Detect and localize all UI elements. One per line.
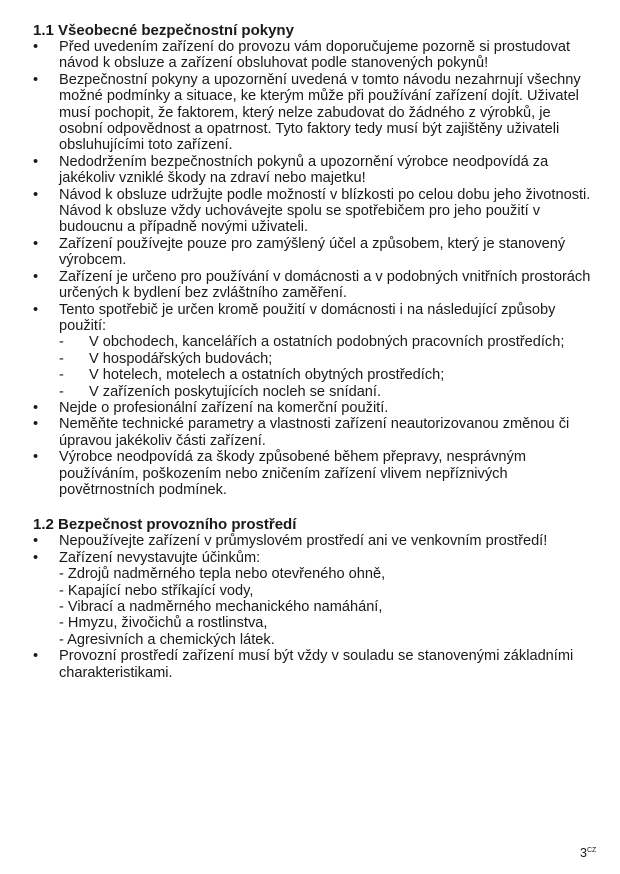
list-item <box>33 72 595 154</box>
sub-list-item: - Vibrací a nadměrného mechanického namáhání, <box>59 599 383 615</box>
list-item <box>33 416 595 449</box>
bullet-icon: • <box>33 71 39 88</box>
sub-item-text: V hospodářských budovách; <box>89 350 273 367</box>
item-text: Před uvedením zařízení do provozu vám doporučujeme pozorně si prostudovat návod k obsluze a zařízení obsluhovat podle stanovených pokynů! <box>59 39 571 72</box>
item-text: Zařízení používejte pouze pro zamýšlený účel a způsobem, který je stanovený výrobcem. <box>59 235 566 269</box>
bullet-icon: • <box>33 39 39 55</box>
page-number-value: 3 <box>580 846 587 860</box>
list-item <box>33 39 595 72</box>
sub-list-item <box>59 334 595 350</box>
section-title: 1.2 Bezpečnost provozního prostředí <box>33 516 297 534</box>
list-item <box>33 236 595 269</box>
item-text: Bezpečnostní pokyny a upozornění uvedená v tomto návodu nezahrnují všechny možné podmínky a situace, ke kterým může při používání zařízení dojít. Uživatel musí pochopit, že faktorem, který nelze zabudovat do žádného z výrobků, je osobní odpovědnost a opatrnost. Tyto faktory tedy musí být zajištěny uživateli obsluhujícími toto zařízení. <box>59 71 581 154</box>
sub-list-item <box>59 384 595 400</box>
item-text: Nepoužívejte zařízení v průmyslovém prostředí ani ve venkovním prostředí! <box>59 533 548 550</box>
bullet-icon: • <box>33 301 39 318</box>
bullet-icon: • <box>33 235 39 252</box>
item-text: Návod k obsluze udržujte podle možností v blízkosti po celou dobu jeho životnosti. Návod k obsluze vždy uchovávejte spolu se spotřebičem pro jeho použití v budoucnu a případně novými uživateli. <box>59 186 591 236</box>
sub-list-item: - Agresivních a chemických látek. <box>59 631 275 648</box>
item-text: Tento spotřebič je určen kromě použití v domácnosti i na následující způsoby použití: <box>59 301 556 334</box>
list-item <box>33 269 595 302</box>
sub-item-text: V zařízeních poskytujících nocleh se snídaní. <box>89 383 382 400</box>
dash-list <box>59 334 595 400</box>
bullet-icon: • <box>33 153 39 170</box>
item-text: Nedodržením bezpečnostních pokynů a upozornění výrobce neodpovídá za jakékoliv vzniklé škody na zdraví nebo majetku! <box>59 153 549 187</box>
item-text: Výrobce neodpovídá za škody způsobené během přepravy, nesprávným používáním, poškozením nebo zničením zařízení vlivem nepříznivých povětrnostních podmínek. <box>59 449 527 498</box>
sub-list-item <box>59 367 595 383</box>
dash-icon: - <box>59 334 64 351</box>
sub-item-text: V hotelech, motelech a ostatních obytných prostředích; <box>89 367 445 384</box>
bullet-icon: • <box>33 648 39 665</box>
sub-list-item: - Hmyzu, živočichů a rostlinstva, <box>59 615 268 632</box>
bullet-icon: • <box>33 549 39 566</box>
language-code: CZ <box>586 847 597 854</box>
item-text: Provozní prostředí zařízení musí být vždy v souladu se stanovenými základními charakteristikami. <box>59 648 574 681</box>
bullet-list <box>33 39 595 498</box>
dash-icon: - <box>59 383 64 400</box>
sub-list-item: - Kapající nebo stříkající vody, <box>59 582 254 599</box>
bullet-icon: • <box>33 533 39 550</box>
section-title: 1.1 Všeobecné bezpečnostní pokyny <box>33 22 294 39</box>
sub-item-text: V obchodech, kancelářích a ostatních podobných pracovních prostředích; <box>89 334 565 351</box>
bullet-icon: • <box>33 399 39 416</box>
item-text: Neměňte technické parametry a vlastnosti zařízení neautorizovanou změnou či úpravou jakékoliv části zařízení. <box>59 416 570 449</box>
list-item <box>33 648 595 681</box>
sub-list-item: - Zdrojů nadměrného tepla nebo otevřeného ohně, <box>59 566 386 583</box>
hazard-list <box>59 566 595 648</box>
bullet-icon: • <box>33 416 39 433</box>
bullet-list <box>33 533 595 681</box>
document-page <box>33 22 595 681</box>
list-item <box>33 533 595 549</box>
item-text: Zařízení nevystavujte účinkům: <box>59 549 261 566</box>
page-number <box>580 846 596 860</box>
bullet-icon: • <box>33 268 39 285</box>
list-item <box>33 154 595 187</box>
sub-list-item <box>59 351 595 367</box>
bullet-icon: • <box>33 186 39 203</box>
list-item <box>33 187 595 236</box>
list-item <box>33 550 595 648</box>
bullet-icon: • <box>33 449 39 466</box>
list-item <box>33 400 595 416</box>
dash-icon: - <box>59 367 64 384</box>
dash-icon: - <box>59 350 64 367</box>
list-item <box>33 449 595 498</box>
item-text: Zařízení je určeno pro používání v domácnosti a v podobných vnitřních prostorách určených k bydlení bez zvláštního zaměření. <box>59 268 591 302</box>
list-item <box>33 302 595 400</box>
item-text: Nejde o profesionální zařízení na komerční použití. <box>59 399 389 416</box>
